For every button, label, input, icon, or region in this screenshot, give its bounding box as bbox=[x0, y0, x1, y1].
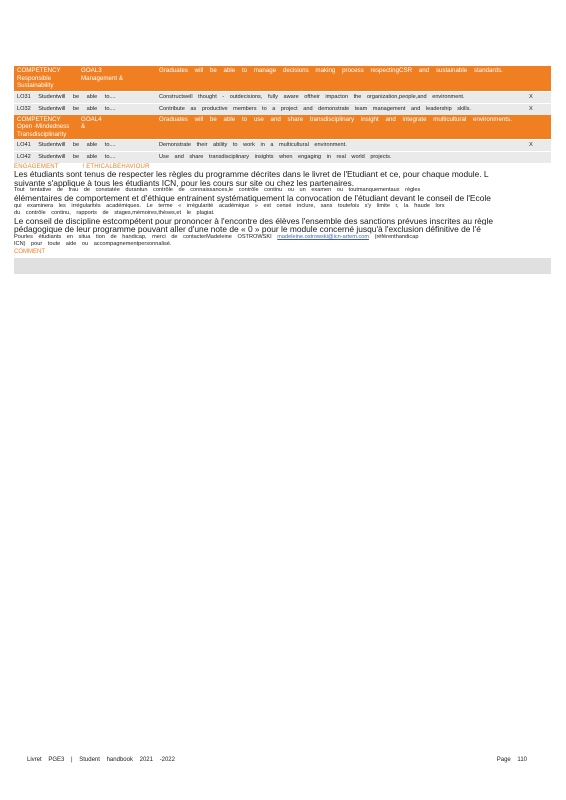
paragraph-line: Les étudiants sont tenus de respecter les règles du programme décrites dans le livret de l'Etudiant et ce, pour chaque module. L bbox=[14, 170, 489, 179]
handicap-line bbox=[14, 234, 551, 241]
contact-email-link[interactable]: madeleine.ostrowski@icn-artem.com bbox=[277, 233, 370, 240]
lo-code: LO32 bbox=[17, 105, 31, 112]
lo-code: LO31 bbox=[17, 93, 31, 100]
goal3-description: Graduates will be able to manage decisions making process respectingCSR and sustainable standards. bbox=[159, 67, 503, 74]
paragraph-line: élémentaires de comportement et d'éthique entrainent systématiquement la convocation de l'étudiant devant le conseil de l'Ecole bbox=[14, 194, 491, 203]
competency-document bbox=[14, 66, 551, 274]
comment-box bbox=[14, 258, 551, 274]
paragraph-line: pédagogique de leur programme pouvant aller d'une note de « 0 » pour le module concerné jusqu'à l'exclusion définitive de l'é bbox=[14, 225, 481, 234]
lo-description: Use and share transdisciplinary insights when engaging in real world projects. bbox=[159, 154, 392, 160]
table-row bbox=[14, 103, 551, 115]
paragraph-line: qui examinera les irrégularités académiques. Le terme « irrégularité académique » est censé inclure, sans toutefois s'y limite r, la fraude lors bbox=[14, 202, 445, 209]
lo-mark: X bbox=[529, 105, 533, 112]
engagement-title: ETHICALBEHAVIOUR bbox=[86, 164, 150, 170]
footer-title: Livret PGE3 | Student handbook 2021 -2022 bbox=[27, 757, 175, 763]
goal4-competency: COMPETENCY Open -Mindedness Transdisciplinarity bbox=[17, 115, 70, 138]
page-number: Page 110 bbox=[496, 757, 527, 763]
lo-description: Demonstrate their ability to work in a multicultural environment. bbox=[159, 142, 347, 148]
comment-heading: COMMENT bbox=[14, 248, 45, 255]
lo-description: Contribute as productive members to a project and demonstrate team management and leadership skills. bbox=[159, 105, 471, 112]
goal3-header bbox=[14, 66, 551, 91]
ethics-paragraph bbox=[14, 170, 551, 248]
handicap-line-2: ICN) pour toute aide ou accompagnementpersonnalisé. bbox=[14, 240, 172, 247]
lo-lead: Studentwill be able to.... bbox=[38, 142, 116, 148]
goal4-label: GOAL4 & bbox=[81, 115, 102, 130]
lo-code: LO41 bbox=[17, 142, 31, 148]
paragraph-line: du contrôle continu, rapports de stages,mémoires,thèses,et le plagiat. bbox=[14, 209, 215, 216]
goal3-label: GOAL3 Management & bbox=[81, 67, 123, 82]
lo-mark bbox=[529, 154, 554, 161]
goal4-description: Graduates will be able to use and share transdisciplinary insight and integrate multicultural environments. bbox=[159, 115, 512, 123]
lo-mark: X bbox=[529, 142, 533, 148]
table-row bbox=[14, 151, 551, 163]
lo-description: Constructwell thought - outdecisions, fully aware oftheir impacton the organization,people,and environment. bbox=[159, 93, 465, 100]
page-footer bbox=[27, 757, 527, 763]
goal4-header bbox=[14, 115, 551, 140]
handicap-suffix: (référenthandicap bbox=[374, 233, 419, 240]
lo-lead: Studentwill be able to.... bbox=[38, 154, 116, 160]
paragraph-line: suivante s'applique à tous les étudiants ICN, pour les cours sur site ou chez les partenaires. bbox=[14, 178, 355, 188]
table-row bbox=[14, 139, 551, 151]
paragraph-line: Tout tentative de frau de constatée durantun contrôle de connaissances,le contrôle continu ou un examen ou toutmanquementaux règles bbox=[14, 187, 421, 194]
lo-mark: X bbox=[529, 93, 533, 100]
engagement-label: ENGAGEMENT bbox=[14, 164, 59, 170]
paragraph-line: Le conseil de discipline estcompétent pour prononcer à l'encontre des élèves l'ensemble des sanctions prévues inscrites au règle bbox=[14, 216, 493, 226]
lo-lead: Studentwill be able to.... bbox=[38, 105, 116, 112]
table-row bbox=[14, 91, 551, 103]
lo-lead: Studentwill be able to.... bbox=[38, 93, 116, 100]
lo-code: LO42 bbox=[17, 154, 31, 160]
engagement-separator: ! bbox=[82, 164, 85, 170]
goal3-competency: COMPETENCY Responsible Sustainability bbox=[17, 67, 61, 89]
handicap-text: Pourles étudiants en situa tion de handicap, merci de contacterMadeleine OSTROWSKI bbox=[14, 233, 272, 240]
